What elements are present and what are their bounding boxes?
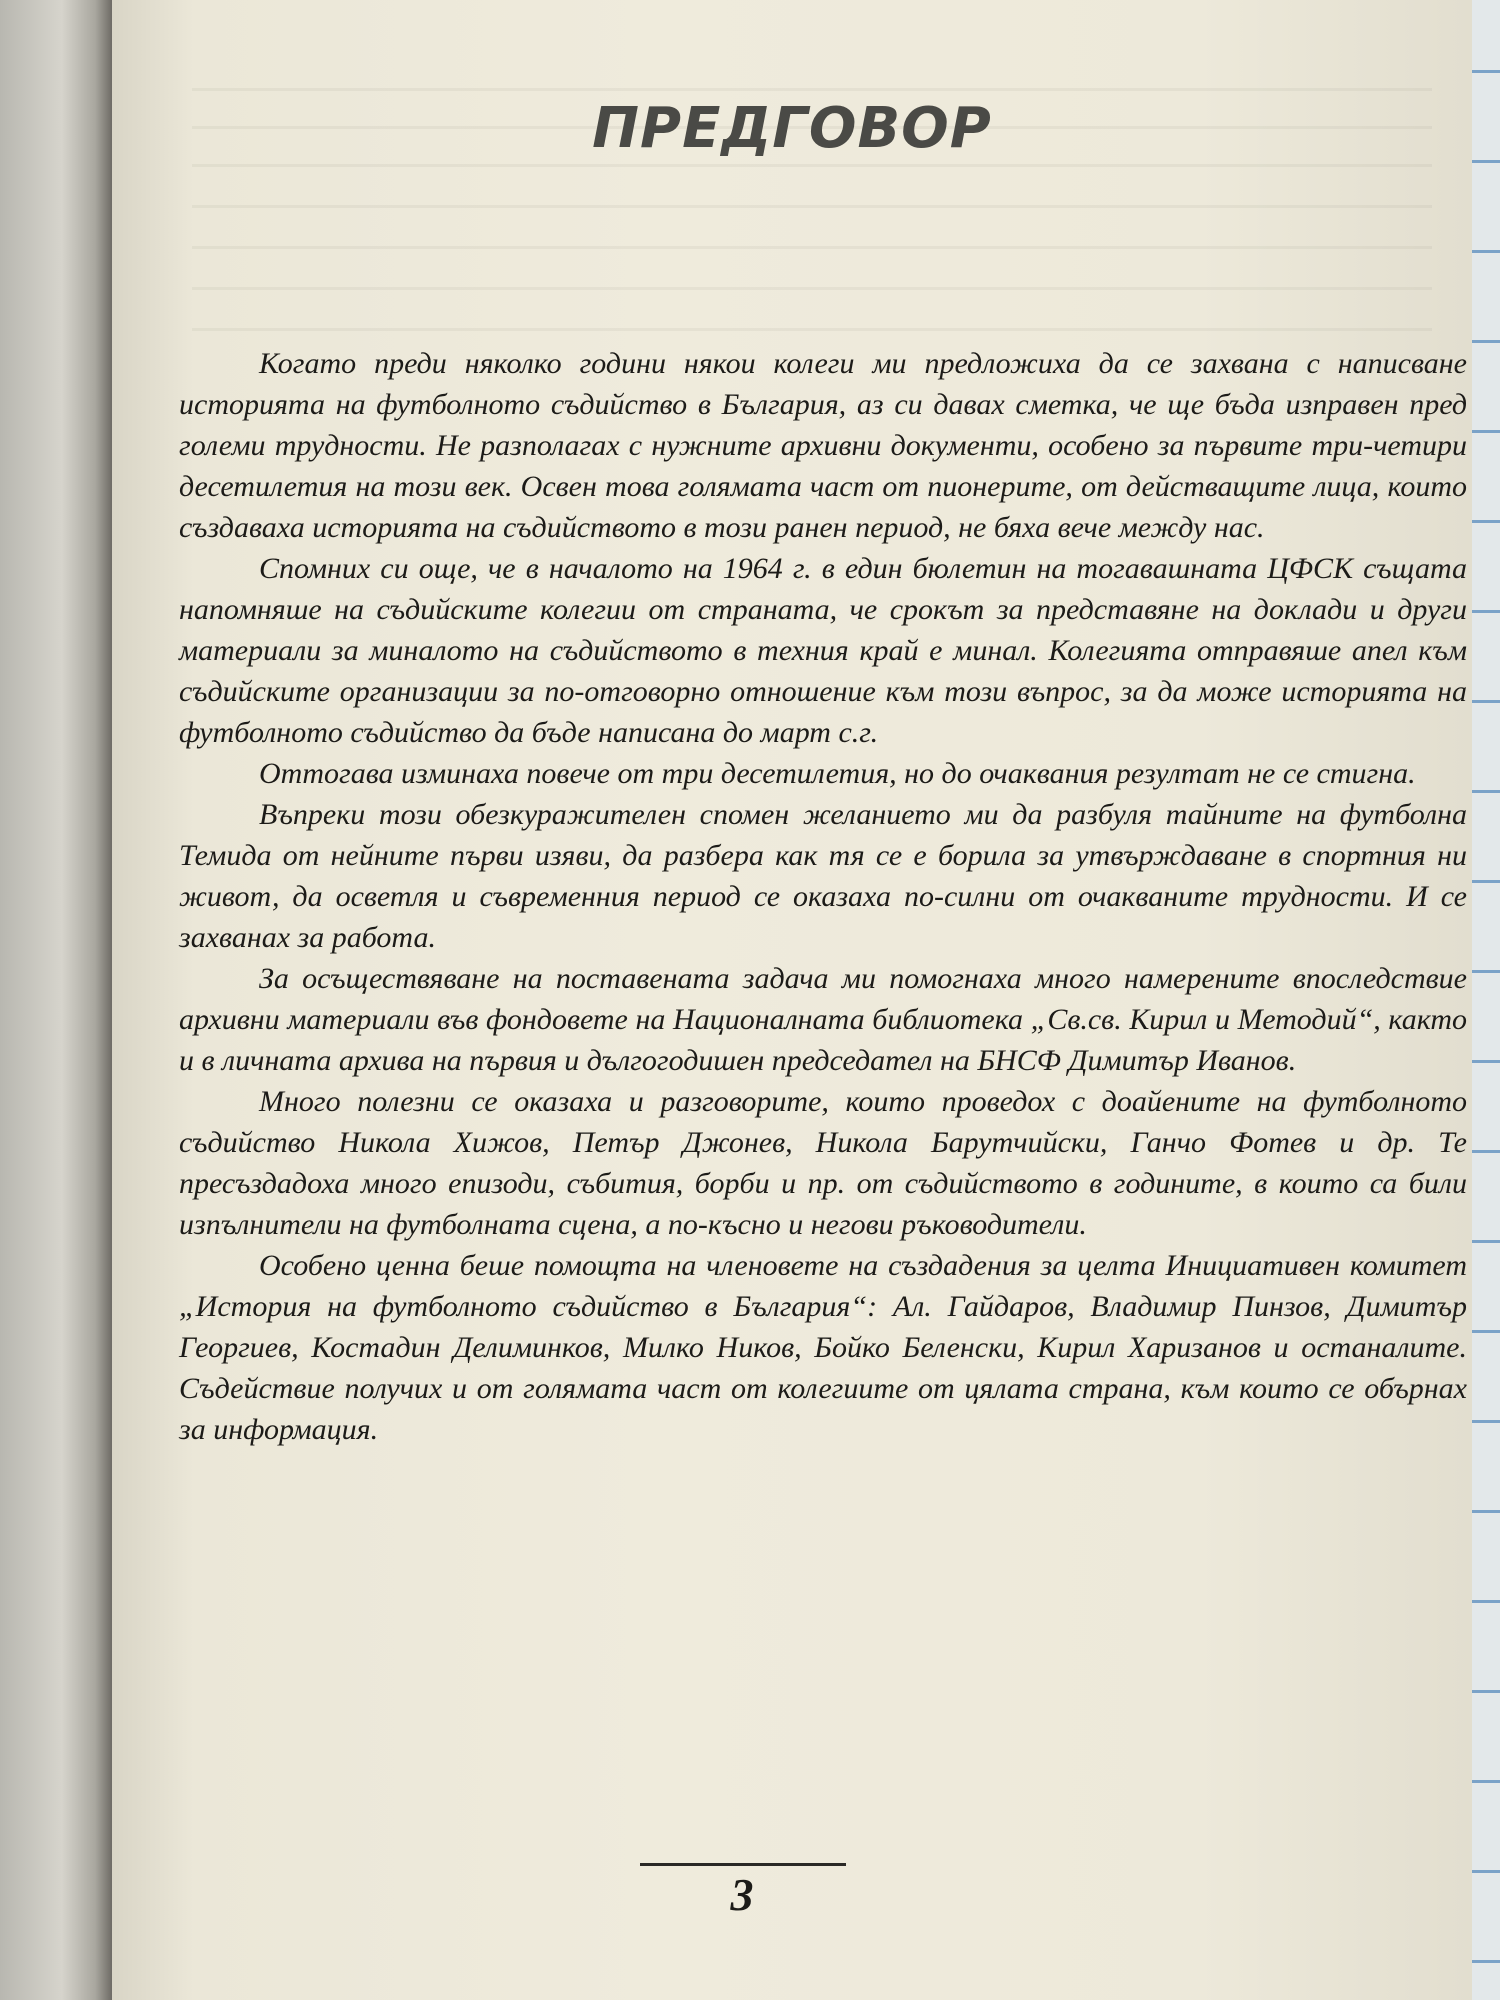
paragraph: Особено ценна беше помощта на членовете на създадения за целта Инициативен комитет „История на футболното съдийство в България“: Ал. Гайдаров, Владимир Пинзов, Димитър Георгиев, Костадин Делиминков, Милко Ников, Бойко Беленски, Кирил Харизанов и останалите. Съдействие получих и от голямата част от колегиите от цялата страна, към които се обърнах за информация.: [179, 1249, 1467, 1446]
paragraph: Спомних си още, че в началото на 1964 г. в един бюлетин на тогавашната ЦФСК същата напомняше на съдийските колегии от страната, че срокът за представяне на доклади и други материали за миналото на съдийството в техния край е минал. Колегията отправяше апел към съдийските организации за по-отговорно отношение към този въпрос, за да може историята на футболното съдийство да бъде написана до март с.г.: [179, 552, 1467, 749]
paragraph: Когато преди няколко години някои колеги ми предложиха да се захвана с написване историята на футболното съдийство в България, аз си давах сметка, че ще бъда изправен пред големи трудности. Не разполагах с нужните архивни документи, особено за първите три-четири десетилетия на този век. Освен това голямата част от пионерите, от действащите лица, които създаваха историята на съдийството в този ранен период, не бяха вече между нас.: [179, 347, 1467, 544]
paragraph: За осъществяване на поставената задача ми помогнаха много намерените впоследствие архивни материали във фондовете на Националната библиотека „Св.св. Кирил и Методий“, както и в личната архива на първия и дългогодишен председател на БНСФ Димитър Иванов.: [179, 962, 1467, 1077]
paragraph: Въпреки този обезкуражителен спомен желанието ми да разбуля тайните на футболна Темида от нейните първи изяви, да разбера как тя се е борила за утвърждаване в спортния ни живот, да осветля и съвременния период се оказаха по-силни от очакваните трудности. И се захванах за работа.: [179, 798, 1467, 954]
notebook-paper-edge: [1472, 0, 1500, 2000]
book-page: [112, 0, 1472, 2000]
paragraph: Много полезни се оказаха и разговорите, които проведох с доайените на футболното съдийство Никола Хижов, Петър Джонев, Никола Барутчийски, Ганчо Фотев и др. Те пресъздадоха много епизоди, събития, борби и пр. от съдийството в годините, в които са били изпълнители на футболната сцена, а по-късно и негови ръководители.: [179, 1085, 1467, 1241]
paragraph: Оттогава изминаха повече от три десетилетия, но до очаквания резултат не се стигна.: [259, 757, 1416, 790]
facing-page-edge: [0, 0, 112, 2000]
page-title: ПРЕДГОВОР: [592, 95, 992, 161]
preface-text: [179, 343, 1467, 1450]
page-number: 3: [730, 1869, 754, 1920]
footer-rule: [640, 1863, 846, 1866]
